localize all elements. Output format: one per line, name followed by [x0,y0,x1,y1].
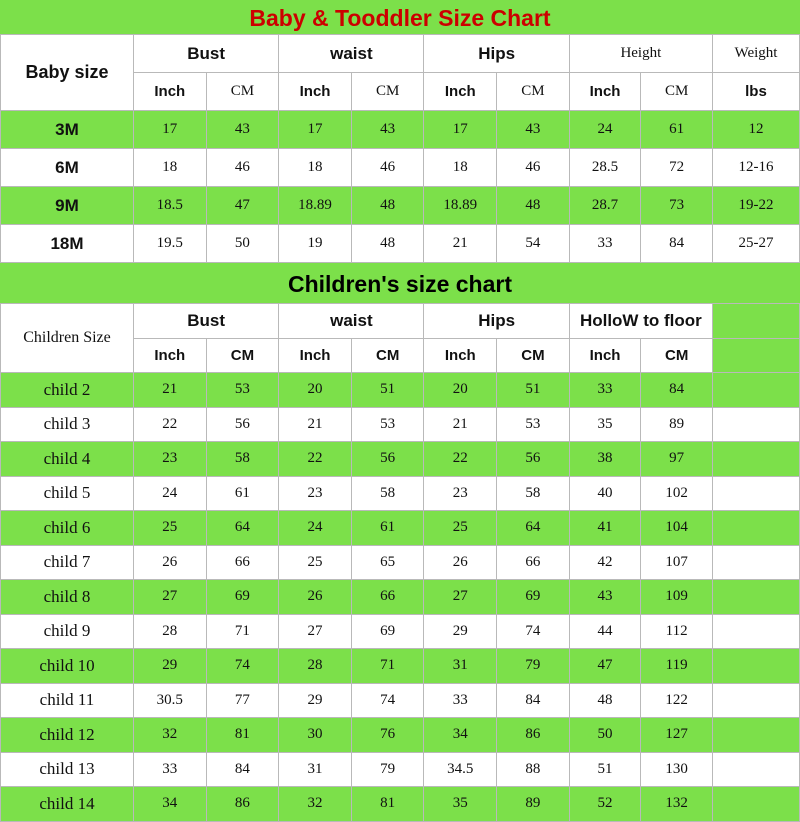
cell: 31 [424,649,497,684]
cell: 28 [133,614,206,649]
cell: 17 [133,111,206,149]
cell: 88 [497,752,570,787]
table-row [1,683,800,718]
cell: 22 [279,442,352,477]
cell: 17 [424,111,497,149]
cell: 48 [497,187,570,225]
cell-spacer [712,580,799,615]
cell: 46 [497,149,570,187]
cell: 19 [279,225,352,263]
cell-spacer [712,511,799,546]
cell: 27 [279,614,352,649]
cell: 41 [569,511,641,546]
cell: 66 [497,545,570,580]
baby-group-height: Height [569,35,712,73]
cell: 66 [351,580,424,615]
cell: 32 [133,718,206,753]
cell: 20 [279,373,352,408]
cell: 51 [351,373,424,408]
children-row-size: child 2 [1,373,134,408]
cell: 86 [497,718,570,753]
cell: 69 [351,614,424,649]
cell: 84 [641,225,713,263]
cell: 74 [351,683,424,718]
cell: 24 [569,111,641,149]
baby-unit-height-inch: Inch [569,73,641,111]
cell: 22 [133,407,206,442]
cell: 28 [279,649,352,684]
cell: 112 [641,614,713,649]
children-row-size: child 4 [1,442,134,477]
cell: 42 [569,545,641,580]
cell: 28.7 [569,187,641,225]
cell: 61 [206,476,279,511]
table-row [1,149,800,187]
cell: 64 [206,511,279,546]
cell: 73 [641,187,713,225]
children-unit-waist-inch: Inch [279,338,352,373]
baby-row-size: 9M [1,187,134,225]
cell: 43 [497,111,570,149]
baby-corner-label: Baby size [1,35,134,111]
children-corner-label: Children Size [1,304,134,373]
baby-row-size: 6M [1,149,134,187]
cell: 35 [424,787,497,822]
children-unit-hollow-cm: CM [641,338,713,373]
cell: 26 [133,545,206,580]
cell: 24 [279,511,352,546]
cell: 25 [133,511,206,546]
cell: 43 [569,580,641,615]
cell: 30 [279,718,352,753]
table-row [1,787,800,822]
cell: 58 [351,476,424,511]
cell: 69 [206,580,279,615]
cell: 19-22 [712,187,799,225]
baby-unit-bust-cm: CM [206,73,279,111]
cell: 47 [206,187,279,225]
cell: 61 [641,111,713,149]
children-row-size: child 8 [1,580,134,615]
cell: 109 [641,580,713,615]
table-row [1,187,800,225]
cell: 25-27 [712,225,799,263]
cell-spacer [712,787,799,822]
cell: 46 [206,149,279,187]
children-row-size: child 5 [1,476,134,511]
table-row [1,718,800,753]
cell: 12-16 [712,149,799,187]
cell: 56 [206,407,279,442]
cell: 23 [133,442,206,477]
cell: 18.5 [133,187,206,225]
cell: 81 [206,718,279,753]
cell-spacer [712,373,799,408]
cell: 33 [569,225,641,263]
cell: 89 [497,787,570,822]
cell: 47 [569,649,641,684]
children-row-size: child 10 [1,649,134,684]
cell: 23 [424,476,497,511]
cell: 18 [133,149,206,187]
cell: 33 [424,683,497,718]
cell: 18.89 [424,187,497,225]
cell: 29 [279,683,352,718]
cell: 21 [279,407,352,442]
cell: 69 [497,580,570,615]
cell: 46 [351,149,424,187]
children-row-size: child 12 [1,718,134,753]
cell-spacer [712,752,799,787]
cell: 84 [641,373,713,408]
table-row [1,752,800,787]
cell: 74 [206,649,279,684]
children-group-header-row [1,304,800,339]
cell-spacer [712,718,799,753]
children-unit-bust-inch: Inch [133,338,206,373]
children-unit-hollow-inch: Inch [569,338,641,373]
cell: 53 [206,373,279,408]
cell: 31 [279,752,352,787]
cell: 77 [206,683,279,718]
table-row [1,614,800,649]
cell: 97 [641,442,713,477]
cell: 25 [279,545,352,580]
children-row-size: child 11 [1,683,134,718]
cell: 21 [424,407,497,442]
cell: 32 [279,787,352,822]
baby-unit-height-cm: CM [641,73,713,111]
cell: 107 [641,545,713,580]
cell: 58 [206,442,279,477]
cell-spacer [712,476,799,511]
baby-group-waist: waist [279,35,424,73]
cell: 19.5 [133,225,206,263]
children-row-size: child 9 [1,614,134,649]
cell: 20 [424,373,497,408]
baby-size-table [0,34,800,263]
baby-unit-hips-cm: CM [497,73,570,111]
cell: 51 [569,752,641,787]
cell-spacer [712,545,799,580]
cell: 84 [206,752,279,787]
children-row-size: child 3 [1,407,134,442]
cell: 76 [351,718,424,753]
cell: 79 [351,752,424,787]
baby-chart-title: Baby & Tooddler Size Chart [249,5,551,31]
cell: 132 [641,787,713,822]
cell: 89 [641,407,713,442]
children-group-hips: Hips [424,304,569,339]
cell: 26 [424,545,497,580]
cell: 29 [133,649,206,684]
cell: 72 [641,149,713,187]
table-row [1,407,800,442]
children-group-waist: waist [279,304,424,339]
cell: 34 [424,718,497,753]
table-row [1,649,800,684]
cell: 28.5 [569,149,641,187]
cell: 34.5 [424,752,497,787]
table-row [1,442,800,477]
cell: 50 [569,718,641,753]
cell: 48 [351,187,424,225]
cell: 21 [133,373,206,408]
cell: 38 [569,442,641,477]
cell: 54 [497,225,570,263]
table-row [1,111,800,149]
cell: 56 [351,442,424,477]
cell: 21 [424,225,497,263]
cell: 79 [497,649,570,684]
children-row-size: child 6 [1,511,134,546]
children-unit-hips-inch: Inch [424,338,497,373]
children-spacer-unit [712,338,799,373]
cell: 48 [351,225,424,263]
cell: 44 [569,614,641,649]
children-row-size: child 14 [1,787,134,822]
cell: 17 [279,111,352,149]
children-row-size: child 13 [1,752,134,787]
cell: 84 [497,683,570,718]
cell: 25 [424,511,497,546]
cell: 40 [569,476,641,511]
baby-unit-bust-inch: Inch [133,73,206,111]
table-row [1,225,800,263]
baby-unit-waist-inch: Inch [279,73,352,111]
baby-unit-waist-cm: CM [351,73,424,111]
baby-group-bust: Bust [133,35,278,73]
children-group-bust: Bust [133,304,278,339]
table-row [1,476,800,511]
cell: 27 [133,580,206,615]
cell-spacer [712,614,799,649]
cell: 122 [641,683,713,718]
cell-spacer [712,407,799,442]
cell: 33 [133,752,206,787]
cell: 71 [351,649,424,684]
baby-group-hips: Hips [424,35,569,73]
cell: 53 [351,407,424,442]
cell: 30.5 [133,683,206,718]
children-spacer-header [712,304,799,339]
cell: 33 [569,373,641,408]
cell: 18 [424,149,497,187]
cell: 53 [497,407,570,442]
children-chart-title: Children's size chart [287,271,513,297]
cell: 18 [279,149,352,187]
baby-unit-weight-lbs: lbs [712,73,799,111]
children-group-hollow-to-floor: HolloW to floor [569,304,712,339]
cell-spacer [712,442,799,477]
table-row [1,580,800,615]
cell: 102 [641,476,713,511]
cell: 104 [641,511,713,546]
cell: 24 [133,476,206,511]
cell: 27 [424,580,497,615]
cell: 43 [351,111,424,149]
cell: 64 [497,511,570,546]
cell: 58 [497,476,570,511]
cell: 119 [641,649,713,684]
cell: 48 [569,683,641,718]
cell: 66 [206,545,279,580]
cell: 22 [424,442,497,477]
baby-row-size: 3M [1,111,134,149]
cell: 65 [351,545,424,580]
cell: 52 [569,787,641,822]
baby-unit-hips-inch: Inch [424,73,497,111]
cell: 50 [206,225,279,263]
children-unit-waist-cm: CM [351,338,424,373]
cell: 51 [497,373,570,408]
baby-group-header-row [1,35,800,73]
cell: 12 [712,111,799,149]
baby-row-size: 18M [1,225,134,263]
cell: 35 [569,407,641,442]
cell: 86 [206,787,279,822]
cell: 130 [641,752,713,787]
table-row [1,511,800,546]
cell: 61 [351,511,424,546]
cell: 43 [206,111,279,149]
table-row [1,545,800,580]
cell-spacer [712,649,799,684]
cell: 23 [279,476,352,511]
cell: 71 [206,614,279,649]
children-unit-hips-cm: CM [497,338,570,373]
cell-spacer [712,683,799,718]
cell: 74 [497,614,570,649]
children-size-table [0,303,800,822]
cell: 26 [279,580,352,615]
children-row-size: child 7 [1,545,134,580]
cell: 127 [641,718,713,753]
cell: 56 [497,442,570,477]
baby-group-weight: Weight [712,35,799,73]
table-row [1,373,800,408]
cell: 29 [424,614,497,649]
cell: 81 [351,787,424,822]
cell: 18.89 [279,187,352,225]
cell: 34 [133,787,206,822]
children-unit-bust-cm: CM [206,338,279,373]
